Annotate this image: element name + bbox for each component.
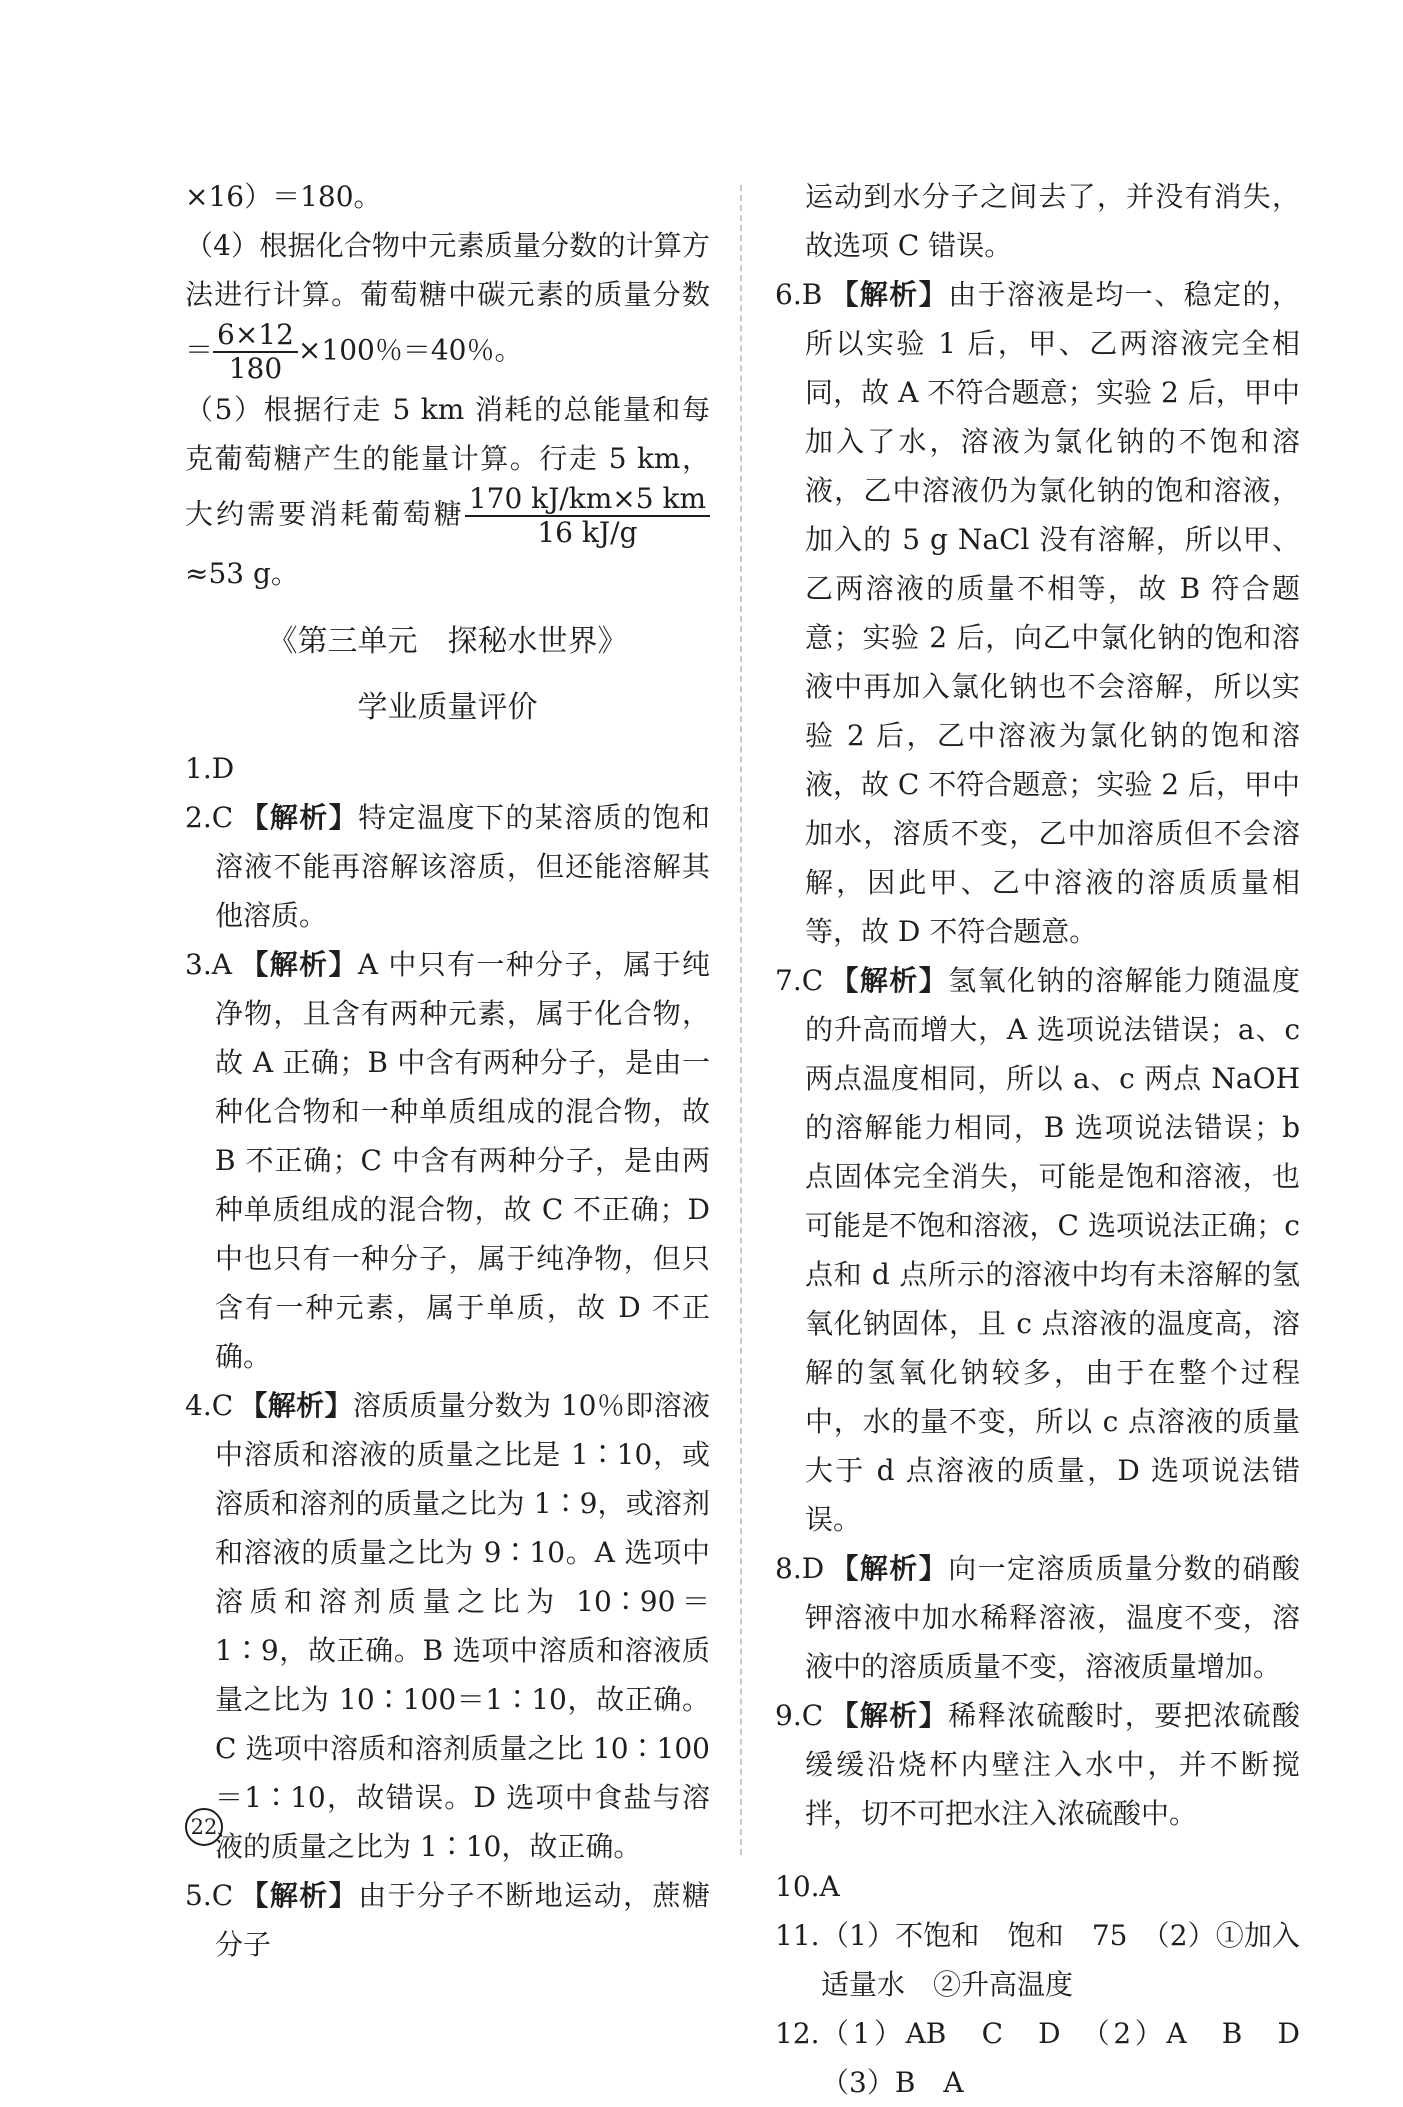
left-column (185, 172, 710, 1969)
fraction-denominator: 180 (228, 352, 283, 385)
paragraph-4-text: （4）根据化合物中元素质量分数的计算方法进行计算。葡萄糖中碳元素的质量分数＝ (185, 229, 710, 367)
fraction-numerator: 6×12 (213, 319, 298, 353)
answer-item (775, 1862, 1300, 1911)
answer-item (185, 1871, 710, 1969)
answer-item (775, 1544, 1300, 1691)
item-number: 8.D (775, 1552, 825, 1585)
analysis-tag: 【解析】 (239, 948, 358, 981)
item-number: 3.A (185, 948, 232, 981)
item-number: 9.C (775, 1699, 824, 1732)
analysis-tag: 【解析】 (239, 1389, 353, 1422)
fraction-denominator: 16 kJ/g (537, 516, 638, 549)
item-text: A 中只有一种分子，属于纯净物，且含有两种元素，属于化合物，故 A 正确；B 中含有两种分子，是由一种化合物和一种单质组成的混合物，故 B 不正确；C 中含有两种分子，是由两种单质组成的混合物，故 C 不正确；D 中也只有一种分子，属于纯净物，但只含有一种元素，属于单质，故 D 不正确。 (215, 948, 710, 1373)
answer-item (185, 793, 710, 940)
continued-text-right: 运动到水分子之间去了，并没有消失，故选项 C 错误。 (805, 180, 1300, 262)
paragraph-5 (185, 385, 710, 598)
right-column (775, 172, 1329, 2107)
item-text: 由于溶液是均一、稳定的，所以实验 1 后，甲、乙两溶液完全相同，故 A 不符合题意；实验 2 后，甲中加入了水，溶液为氯化钠的不饱和溶液，乙中溶液仍为氯化钠的饱和溶液，加入的 5 g NaCl 没有溶解，所以甲、乙两溶液的质量不相等，故 B 符合题意；实验 2 后，向乙中氯化钠的饱和溶液中再加入氯化钠也不会溶解，所以实验 2 后，乙中溶液为氯化钠的饱和溶液，故 C 不符合题意；实验 2 后，甲中加水，溶质不变，乙中加溶质但不会溶解，因此甲、乙中溶液的溶质质量相等，故 D 不符合题意。 (805, 278, 1300, 948)
answer-item (185, 744, 710, 793)
analysis-tag: 【解析】 (829, 1552, 949, 1585)
item-text: （1）AB C D （2）A B D （3）B A (821, 2017, 1329, 2099)
item-number: 4.C (185, 1389, 234, 1422)
item-number: 12. (775, 2017, 820, 2050)
answer-item (775, 1911, 1300, 2009)
column-divider (740, 185, 742, 1855)
paragraph-5-tail: ≈53 g。 (185, 557, 299, 590)
item-text: 向一定溶质质量分数的硝酸钾溶液中加水稀释溶液，温度不变，溶液中的溶质质量不变，溶液质量增加。 (805, 1552, 1300, 1683)
fraction-numerator: 170 kJ/km×5 km (465, 483, 710, 517)
answer-item (185, 940, 710, 1381)
analysis-tag: 【解析】 (829, 1699, 949, 1732)
continued-text-left: ×16）＝180。 (185, 180, 382, 213)
item-number: 5.C (185, 1879, 234, 1912)
analysis-tag: 【解析】 (239, 801, 359, 834)
section-title: 学业质量评价 (357, 690, 538, 725)
paragraph-4 (185, 221, 710, 385)
fraction-glucose (465, 483, 710, 549)
answer-item (775, 1691, 1300, 1838)
answer-item (185, 1381, 710, 1871)
page-number: 22 (185, 1808, 223, 1846)
item-text: 溶质质量分数为 10％即溶液中溶质和溶液的质量之比是 1∶10，或溶质和溶剂的质量之比为 1∶9，或溶剂和溶液的质量之比为 9∶10。A 选项中溶质和溶剂质量之比为 10∶90＝1∶9，故正确。B 选项中溶质和溶液质量之比为 10∶100＝1∶10，故正确。C 选项中溶质和溶剂质量之比 10∶100＝1∶10，故错误。D 选项中食盐与溶液的质量之比为 1∶10，故正确。 (215, 1389, 710, 1863)
item-text: 稀释浓硫酸时，要把浓硫酸缓缓沿烧杯内壁注入水中，并不断搅拌，切不可把水注入浓硫酸中。 (805, 1699, 1300, 1830)
item-number: 2.C (185, 801, 234, 834)
item-text: 特定温度下的某溶质的饱和溶液不能再溶解该溶质，但还能溶解其他溶质。 (215, 801, 710, 932)
item-number: 1.D (185, 752, 235, 785)
answer-item (775, 2009, 1329, 2107)
item-text: （1）不饱和 饱和 75 （2）①加入适量水 ②升高温度 (821, 1919, 1300, 2001)
item-number: 7.C (775, 964, 824, 997)
paragraph-4-tail: ×100％＝40％。 (297, 333, 523, 367)
unit-title: 《第三单元 探秘水世界》 (267, 624, 628, 659)
fraction-carbon (213, 319, 298, 385)
item-number: 11. (775, 1919, 820, 1952)
paragraph-5-text: （5）根据行走 5 km 消耗的总能量和每克葡萄糖产生的能量计算。行走 5 km，大约需要消耗葡萄糖 (185, 393, 710, 531)
item-number: 10.A (775, 1870, 840, 1903)
analysis-tag: 【解析】 (829, 278, 949, 311)
item-text: 氢氧化钠的溶解能力随温度的升高而增大，A 选项说法错误；a、c 两点温度相同，所以 a、c 两点 NaOH 的溶解能力相同，B 选项说法错误；b 点固体完全消失，可能是饱和溶液，也可能是不饱和溶液，C 选项说法正确；c 点和 d 点所示的溶液中均有未溶解的氢氧化钠固体，且 c 点溶液的温度高，溶解的氢氧化钠较多，由于在整个过程中，水的量不变，所以 c 点溶液的质量大于 d 点溶液的质量，D 选项说法错误。 (805, 964, 1300, 1536)
answer-item (775, 270, 1300, 956)
analysis-tag: 【解析】 (829, 964, 949, 997)
item-text: 由于分子不断地运动，蔗糖分子 (215, 1879, 710, 1961)
item-number: 6.B (775, 278, 823, 311)
answer-item (775, 956, 1300, 1544)
analysis-tag: 【解析】 (239, 1879, 359, 1912)
